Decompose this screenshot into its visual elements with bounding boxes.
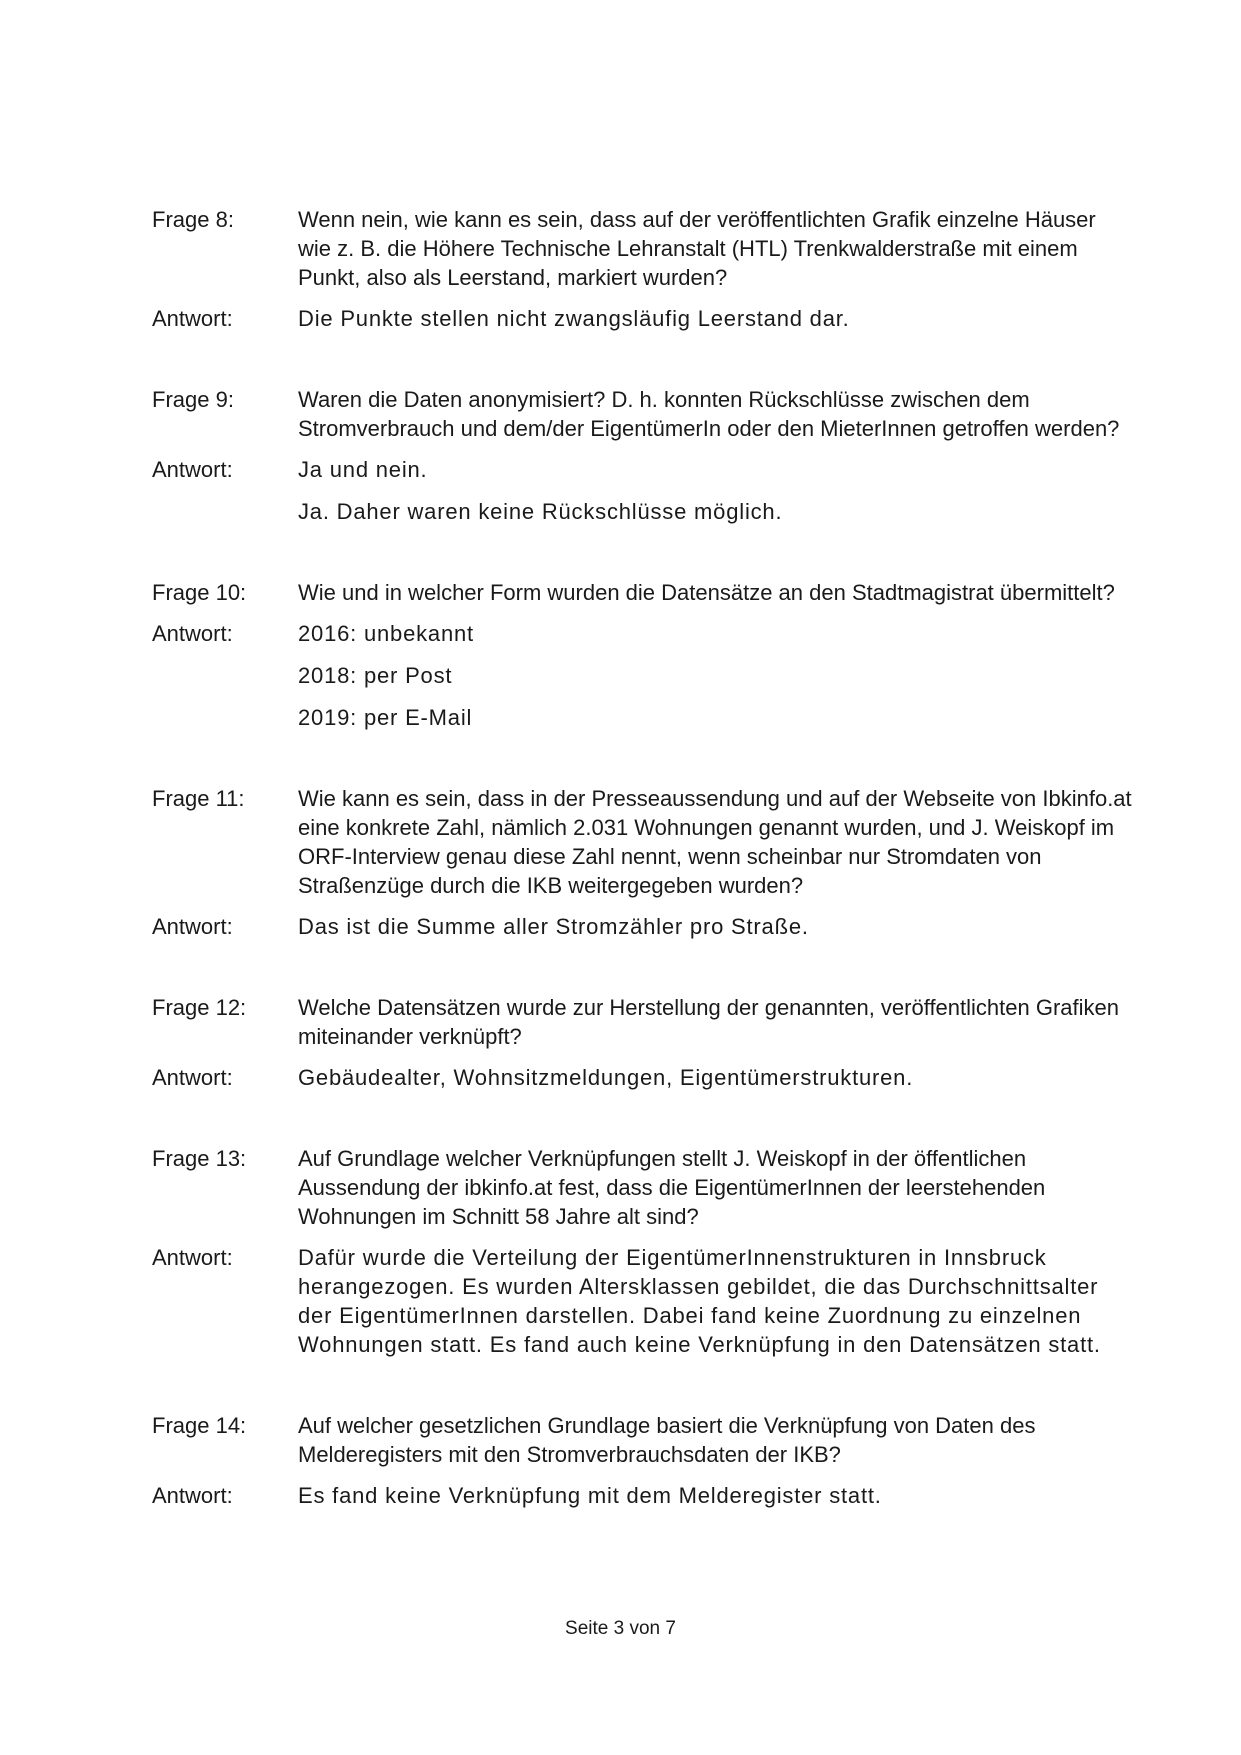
answer-column	[298, 455, 1132, 526]
qa-list	[152, 205, 1132, 1562]
answer-row	[152, 455, 1132, 526]
answer-row	[152, 619, 1132, 732]
question-row	[152, 993, 1132, 1051]
answer-text: Gebäudealter, Wohnsitzmeldungen, Eigentümerstrukturen.	[298, 1065, 914, 1090]
answer-column	[298, 1481, 1132, 1510]
question-label: Frage 9:	[152, 387, 234, 412]
answer-label: Antwort:	[152, 1065, 233, 1090]
qa-block	[152, 1144, 1132, 1359]
answer-text: 2019: per E-Mail	[298, 705, 473, 730]
answer-row	[152, 1243, 1132, 1359]
answer-row	[152, 1063, 1132, 1092]
question-label: Frage 10:	[152, 580, 247, 605]
answer-label: Antwort:	[152, 1483, 233, 1508]
answer-text: Das ist die Summe aller Stromzähler pro Straße.	[298, 914, 809, 939]
answer-text: Dafür wurde die Verteilung der EigentümerInnenstrukturen in Innsbruck herangezogen. Es wurden Altersklassen gebildet, die das Durchschnittsalter der EigentümerInnen darstellen. Dabei fand keine Zuordnung zu einzelnen Wohnungen statt. Es fand auch keine Verknüpfung in den Datensätzen statt.	[298, 1245, 1101, 1357]
qa-block	[152, 993, 1132, 1092]
question-row	[152, 1411, 1132, 1469]
question-text: Welche Datensätzen wurde zur Herstellung der genannten, veröffentlichten Grafiken miteinander verknüpft?	[298, 995, 1119, 1049]
question-row	[152, 784, 1132, 900]
question-row	[152, 1144, 1132, 1231]
question-label: Frage 8:	[152, 207, 234, 232]
answer-text: Ja. Daher waren keine Rückschlüsse möglich.	[298, 499, 783, 524]
answer-label: Antwort:	[152, 306, 233, 331]
question-text: Auf Grundlage welcher Verknüpfungen stellt J. Weiskopf in der öffentlichen Aussendung der ibkinfo.at fest, dass die EigentümerInnen der leerstehenden Wohnungen im Schnitt 58 Jahre alt sind?	[298, 1146, 1046, 1229]
answer-column	[298, 1063, 1132, 1092]
question-row	[152, 385, 1132, 443]
answer-column	[298, 619, 1132, 732]
answer-column	[298, 1243, 1132, 1359]
question-text: Wenn nein, wie kann es sein, dass auf der veröffentlichten Grafik einzelne Häuser wie z. B. die Höhere Technische Lehranstalt (HTL) Trenkwalderstraße mit einem Punkt, also als Leerstand, markiert wurden?	[298, 207, 1096, 290]
answer-text: 2018: per Post	[298, 663, 453, 688]
page-number: Seite 3 von 7	[565, 1618, 676, 1639]
question-text: Waren die Daten anonymisiert? D. h. konnten Rückschlüsse zwischen dem Stromverbrauch und dem/der EigentümerIn oder den MieterInnen getroffen werden?	[298, 387, 1120, 441]
question-label: Frage 13:	[152, 1146, 247, 1171]
question-row	[152, 205, 1132, 292]
answer-text: Die Punkte stellen nicht zwangsläufig Leerstand dar.	[298, 306, 850, 331]
answer-text: Ja und nein.	[298, 457, 428, 482]
question-label: Frage 11:	[152, 786, 245, 811]
qa-block	[152, 205, 1132, 333]
answer-text: Es fand keine Verknüpfung mit dem Melderegister statt.	[298, 1483, 882, 1508]
question-row	[152, 578, 1132, 607]
answer-column	[298, 912, 1132, 941]
answer-column	[298, 304, 1132, 333]
answer-row	[152, 912, 1132, 941]
question-text: Wie und in welcher Form wurden die Datensätze an den Stadtmagistrat übermittelt?	[298, 580, 1115, 605]
question-text: Wie kann es sein, dass in der Presseaussendung und auf der Webseite von Ibkinfo.at eine konkrete Zahl, nämlich 2.031 Wohnungen genannt wurden, und J. Weiskopf im ORF-Interview genau diese Zahl nennt, wenn scheinbar nur Stromdaten von Straßenzüge durch die IKB weitergegeben wurden?	[298, 786, 1132, 898]
qa-block	[152, 385, 1132, 526]
qa-block	[152, 578, 1132, 732]
qa-block	[152, 1411, 1132, 1510]
question-label: Frage 12:	[152, 995, 247, 1020]
answer-label: Antwort:	[152, 621, 233, 646]
qa-block	[152, 784, 1132, 941]
answer-row	[152, 304, 1132, 333]
answer-label: Antwort:	[152, 457, 233, 482]
answer-label: Antwort:	[152, 1245, 233, 1270]
question-label: Frage 14:	[152, 1413, 247, 1438]
answer-text: 2016: unbekannt	[298, 621, 474, 646]
question-text: Auf welcher gesetzlichen Grundlage basiert die Verknüpfung von Daten des Melderegisters mit den Stromverbrauchsdaten der IKB?	[298, 1413, 1036, 1467]
answer-label: Antwort:	[152, 914, 233, 939]
answer-row	[152, 1481, 1132, 1510]
